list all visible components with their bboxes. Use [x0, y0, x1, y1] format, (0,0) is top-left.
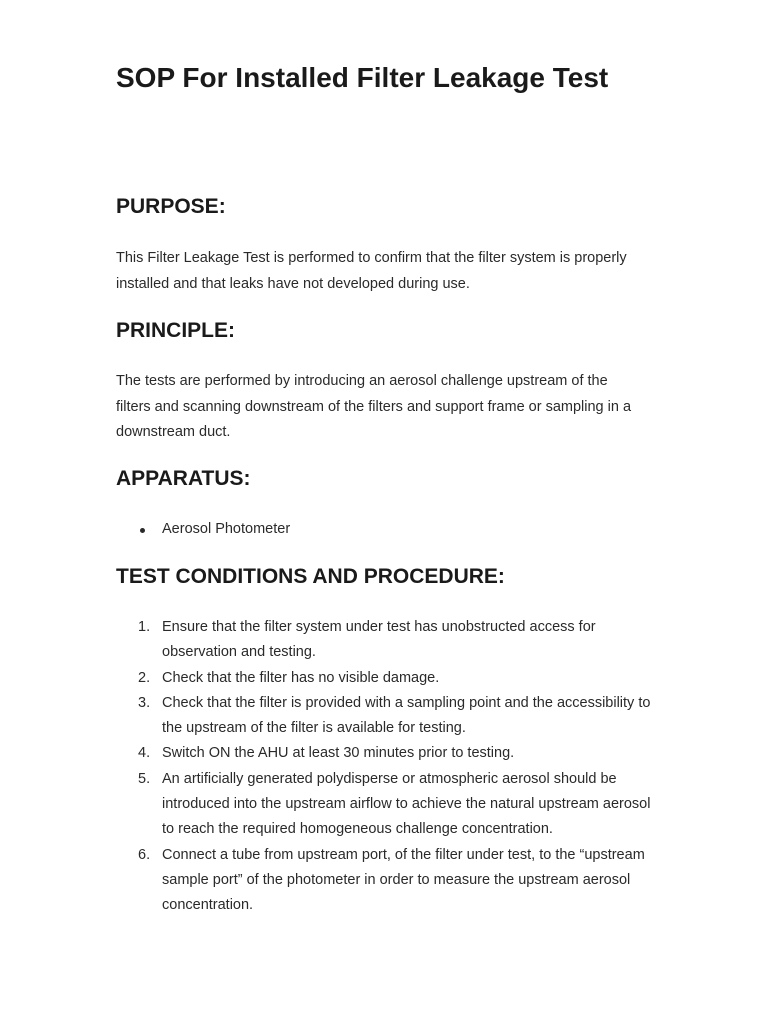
list-item — [116, 767, 656, 843]
step-text: Check that the filter has no visible damage. — [162, 669, 440, 686]
principle-text: The tests are performed by introducing an aerosol challenge upstream of the filters and scanning downstream of the filters and support frame or sampling in a downstream duct. — [116, 373, 632, 440]
step-text: Switch ON the AHU at least 30 minutes prior to testing. — [162, 745, 515, 762]
bullet-icon — [140, 528, 145, 533]
step-number: 4. — [138, 745, 151, 762]
step-number: 3. — [138, 694, 151, 711]
apparatus-item-label: Aerosol Photometer — [162, 521, 291, 537]
step-text: An artificially generated polydisperse or atmospheric aerosol should be introduced into the upstream airflow to achieve the natural upstream aerosol to reach the required homogeneous challenge concentration. — [162, 770, 651, 838]
list-item — [116, 691, 656, 742]
principle-heading: PRINCIPLE: — [116, 319, 236, 342]
step-number: 5. — [138, 770, 151, 787]
step-text: Ensure that the filter system under test has unobstructed access for observation and testing. — [162, 619, 596, 661]
purpose-text: This Filter Leakage Test is performed to confirm that the filter system is properly installed and that leaks have not developed during use. — [116, 250, 627, 292]
step-text: Connect a tube from upstream port, of the filter under test, to the “upstream sample port” of the photometer in order to measure the upstream aerosol concentration. — [162, 846, 645, 914]
procedure-heading: TEST CONDITIONS AND PROCEDURE: — [116, 565, 505, 588]
step-number: 2. — [138, 669, 151, 686]
page-title: SOP For Installed Filter Leakage Test — [116, 62, 609, 93]
step-text: Check that the filter is provided with a sampling point and the accessibility to the upstream of the filter is available for testing. — [162, 694, 651, 737]
list-item — [116, 741, 656, 766]
apparatus-list — [116, 517, 656, 542]
apparatus-heading: APPARATUS: — [116, 467, 251, 490]
list-item — [116, 843, 656, 919]
purpose-heading: PURPOSE: — [116, 195, 226, 218]
list-item — [116, 666, 656, 691]
list-item — [116, 615, 656, 666]
step-number: 1. — [138, 619, 151, 635]
list-item — [116, 517, 656, 542]
step-number: 6. — [138, 846, 151, 863]
procedure-list — [116, 615, 656, 919]
